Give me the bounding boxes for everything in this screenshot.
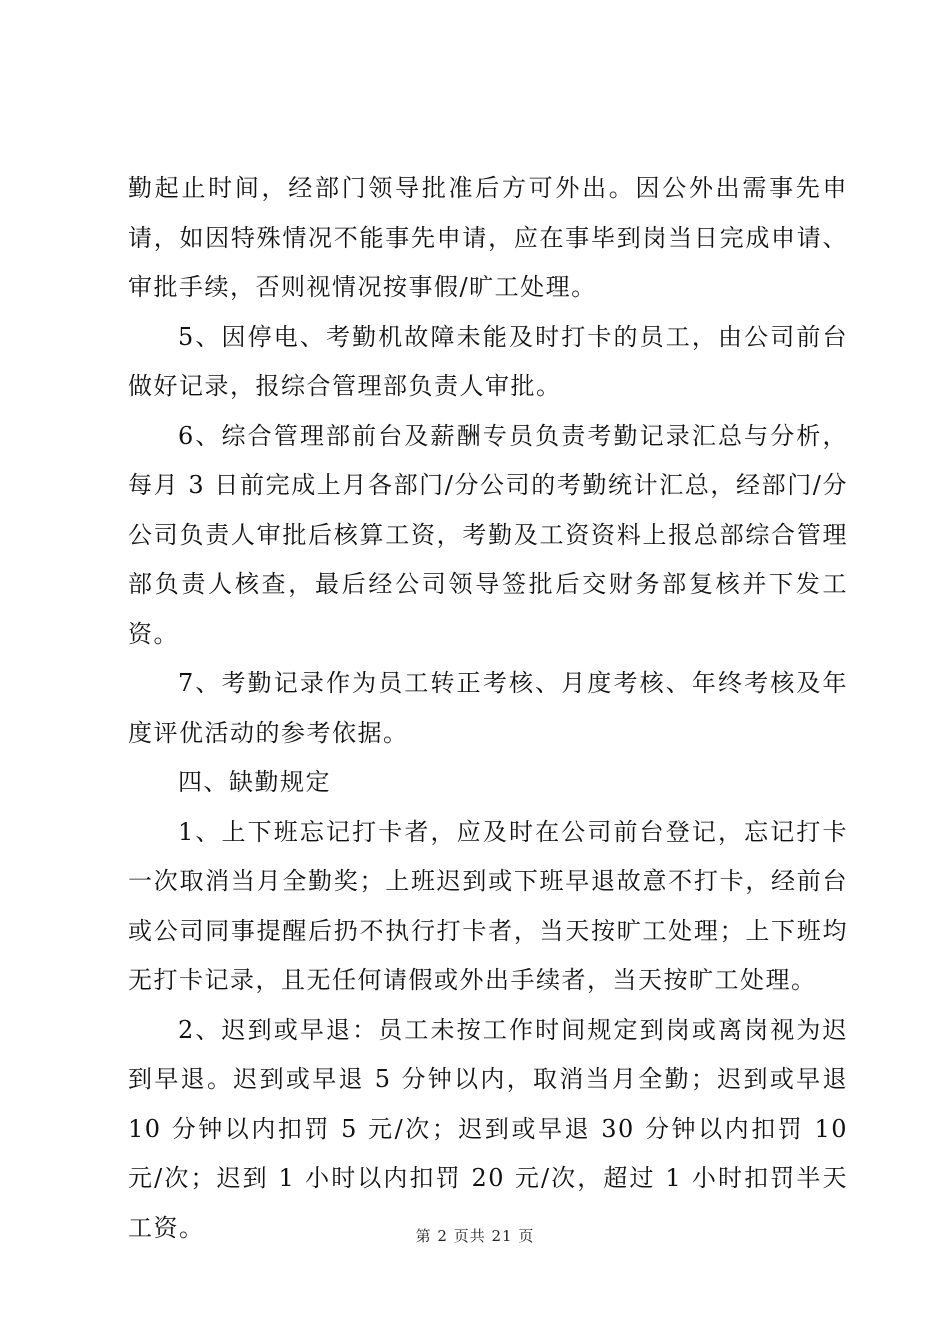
paragraph-continuation: 勤起止时间，经部门领导批准后方可外出。因公外出需事先申请，如因特殊情况不能事先申请，应在事毕到岗当日完成申请、审批手续，否则视情况按事假/旷工处理。 — [128, 174, 848, 301]
document-body — [128, 164, 848, 1253]
page-footer: 第 2 页共 21 页 — [415, 1227, 535, 1245]
paragraph-item-5: 5、因停电、考勤机故障未能及时打卡的员工，由公司前台做好记录，报综合管理部负责人审批。 — [128, 322, 848, 400]
paragraph-absence-rule-2: 2、迟到或早退：员工未按工作时间规定到岗或离岗视为迟到早退。迟到或早退 5 分钟以内，取消当月全勤；迟到或早退 10 分钟以内扣罚 5 元/次；迟到或早退 30 分钟以内扣罚 10 元/次；迟到 1 小时以内扣罚 20 元/次，超过 1 小时扣罚半天工资。 — [128, 1015, 848, 1242]
paragraph-item-7: 7、考勤记录作为员工转正考核、月度考核、年终考核及年度评优活动的参考依据。 — [128, 669, 848, 747]
section-heading-absence-rules: 四、缺勤规定 — [178, 768, 331, 796]
paragraph-item-6: 6、综合管理部前台及薪酬专员负责考勤记录汇总与分析，每月 3 日前完成上月各部门/分公司的考勤统计汇总，经部门/分公司负责人审批后核算工资，考勤及工资资料上报总部综合管理部负责人核查，最后经公司领导签批后交财务部复核并下发工资。 — [128, 421, 848, 648]
paragraph-absence-rule-1: 1、上下班忘记打卡者，应及时在公司前台登记，忘记打卡一次取消当月全勤奖；上班迟到或下班早退故意不打卡，经前台或公司同事提醒后扔不执行打卡者，当天按旷工处理；上下班均无打卡记录，且无任何请假或外出手续者，当天按旷工处理。 — [128, 817, 848, 994]
